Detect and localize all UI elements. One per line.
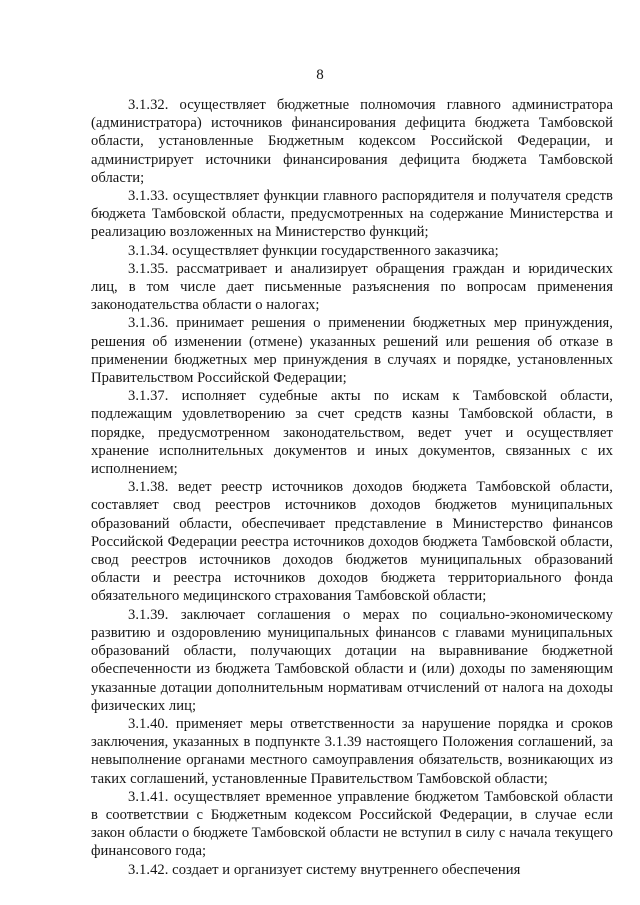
paragraph-3-1-38: 3.1.38. ведет реестр источников доходов бюджета Тамбовской области, составляет свод реестров источников доходов бюджетов муниципальных образований области, обеспечивает представление в Министерство финансов Российской Федерации реестра источников доходов бюджета Тамбовской области, свод реестров источников доходов бюджетов муниципальных образований области и реестра источников доходов бюджета территориального фонда обязательного медицинского страхования Тамбовской области; xyxy=(91,479,613,605)
paragraph-3-1-34: 3.1.34. осуществляет функции государственного заказчика; xyxy=(128,242,499,259)
paragraph-3-1-35: 3.1.35. рассматривает и анализирует обращения граждан и юридических лиц, в том числе дает письменные разъяснения по вопросам применения законодательства области о налогах; xyxy=(91,260,613,314)
paragraph-3-1-42: 3.1.42. создает и организует систему внутреннего обеспечения xyxy=(128,861,521,878)
paragraph-3-1-41: 3.1.41. осуществляет временное управление бюджетом Тамбовской области в соответствии с Бюджетным кодексом Российской Федерации, в случае если закон области о бюджете Тамбовской области не вступил в силу с начала текущего финансового года; xyxy=(91,788,613,860)
paragraph-3-1-33: 3.1.33. осуществляет функции главного распорядителя и получателя средств бюджета Тамбовской области, предусмотренных на содержание Министерства и реализацию возложенных на Министерство функций; xyxy=(91,188,613,241)
paragraph-3-1-36: 3.1.36. принимает решения о применении бюджетных мер принуждения, решения об изменении (отмене) указанных решений или решения об отказе в применении бюджетных мер принуждения в случаях и порядке, установленных Правительством Российской Федерации; xyxy=(91,315,613,387)
paragraph-3-1-39: 3.1.39. заключает соглашения о мерах по социально-экономическому развитию и оздоровлению муниципальных финансов с главами муниципальных образований области, получающих дотации на выравнивание бюджетной обеспеченности из бюджета Тамбовской области и (или) доходы по заменяющим указанные дотации дополнительным нормативам отчислений от налога на доходы физических лиц; xyxy=(91,606,613,714)
paragraph-3-1-32: 3.1.32. осуществляет бюджетные полномочия главного администратора (администратора) источников финансирования дефицита бюджета Тамбовской области, установленные Бюджетным кодексом Российской Федерации, и администрирует источники финансирования дефицита бюджета Тамбовской области; xyxy=(91,97,613,186)
paragraph-3-1-40: 3.1.40. применяет меры ответственности за нарушение порядка и сроков заключения, указанных в подпункте 3.1.39 настоящего Положения соглашений, за невыполнение органами местного самоуправления обязательств, возникающих из таких соглашений, установленные Правительством Тамбовской области; xyxy=(91,715,613,787)
document-body xyxy=(91,96,613,879)
paragraph-3-1-37: 3.1.37. исполняет судебные акты по искам к Тамбовской области, подлежащим удовлетворению за счет средств казны Тамбовской области, в порядке, предусмотренном законодательством, ведет учет и осуществляет хранение исполнительных документов и иных документов, связанных с их исполнением; xyxy=(91,388,613,478)
page-number: 8 xyxy=(316,67,324,83)
